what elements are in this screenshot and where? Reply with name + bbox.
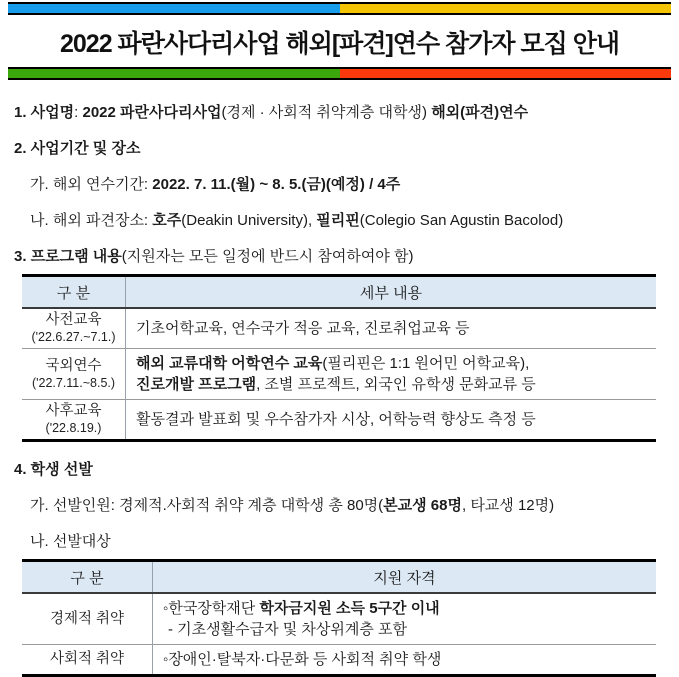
bottom-bar-red-segment — [340, 69, 672, 78]
document-page — [0, 2, 679, 668]
eligibility-header-qualification: 지원 자격 — [153, 561, 657, 594]
top-bar-blue-segment — [8, 4, 340, 13]
title-banner — [8, 2, 671, 80]
program-row3-category — [22, 400, 126, 441]
bottom-bar-green-segment — [8, 69, 340, 78]
program-table-container — [22, 274, 656, 442]
table-row — [22, 349, 656, 400]
eligibility-row2-category — [22, 645, 153, 676]
section-2-item-ga: 가. 해외 연수기간: 2022. 7. 11.(월) ~ 8. 5.(금)(예정) / 4주 — [30, 176, 401, 193]
program-table — [22, 274, 656, 442]
eligibility-row1-category — [22, 593, 153, 645]
eligibility-header-category: 구 분 — [22, 561, 153, 594]
top-color-bar — [8, 2, 671, 15]
program-table-header-row — [22, 276, 656, 309]
table-row — [22, 308, 656, 349]
program-row1-date: ('22.6.27.~7.1.) — [31, 330, 116, 344]
program-row2-detail: 해외 교류대학 어학연수 교육(필리핀은 1:1 원어민 어학교육), 진로개발 프로그램, 조별 프로젝트, 외국인 유학생 문화교류 등 — [126, 349, 657, 400]
eligibility-row2-name: 사회적 취약 — [49, 651, 125, 667]
table-row — [22, 400, 656, 441]
bottom-color-bar — [8, 67, 671, 80]
eligibility-row2-detail: ◦장애인·탈북자·다문화 등 사회적 취약 학생 — [153, 645, 657, 676]
section-1-heading: 1. 사업명: 2022 파란사다리사업(경제 · 사회적 취약계층 대학생) 해외(파견)연수 — [14, 104, 529, 121]
program-row3-date: ('22.8.19.) — [45, 421, 102, 435]
eligibility-table-header-row — [22, 561, 656, 594]
program-row1-category — [22, 308, 126, 349]
eligibility-row1-name: 경제적 취약 — [49, 610, 125, 627]
document-body — [0, 102, 679, 677]
section-2-heading: 2. 사업기간 및 장소 — [14, 140, 141, 157]
program-row1-detail: 기초어학교육, 연수국가 적응 교육, 진로취업교육 등 — [136, 320, 470, 337]
table-row — [22, 593, 656, 645]
section-4-heading: 4. 학생 선발 — [14, 461, 93, 478]
section-4-item-na: 나. 선발대상 — [30, 533, 111, 550]
section-4-item-ga: 가. 선발인원: 경제적.사회적 취약 계층 대학생 총 80명(본교생 68명, 타교생 12명) — [30, 497, 555, 514]
eligibility-table-container — [22, 559, 656, 677]
eligibility-row1-detail: ◦한국장학재단 학자금지원 소득 5구간 이내 - 기초생활수급자 및 차상위계층 포함 — [163, 600, 440, 638]
program-row1-name: 사전교육 — [45, 312, 102, 328]
program-row2-category — [22, 349, 126, 400]
program-row2-name: 국외연수 — [45, 357, 102, 374]
eligibility-table — [22, 559, 656, 677]
program-row3-detail: 활동결과 발표회 및 우수참가자 시상, 어학능력 향상도 측정 등 — [126, 400, 657, 441]
page-title: 2022 파란사다리사업 해외[파견]연수 참가자 모집 안내 — [60, 30, 619, 58]
program-row2-date: ('22.7.11.~8.5.) — [31, 375, 116, 390]
table-row — [22, 645, 656, 676]
program-row3-name: 사후교육 — [45, 403, 102, 419]
program-header-detail: 세부 내용 — [126, 276, 657, 309]
section-3-heading: 3. 프로그램 내용(지원자는 모든 일정에 반드시 참여하여야 함) — [14, 248, 414, 265]
program-header-category: 구 분 — [22, 276, 126, 309]
section-2-item-na: 나. 해외 파견장소: 호주(Deakin University), 필리핀(Colegio San Agustin Bacolod) — [30, 212, 564, 229]
top-bar-yellow-segment — [340, 4, 672, 13]
